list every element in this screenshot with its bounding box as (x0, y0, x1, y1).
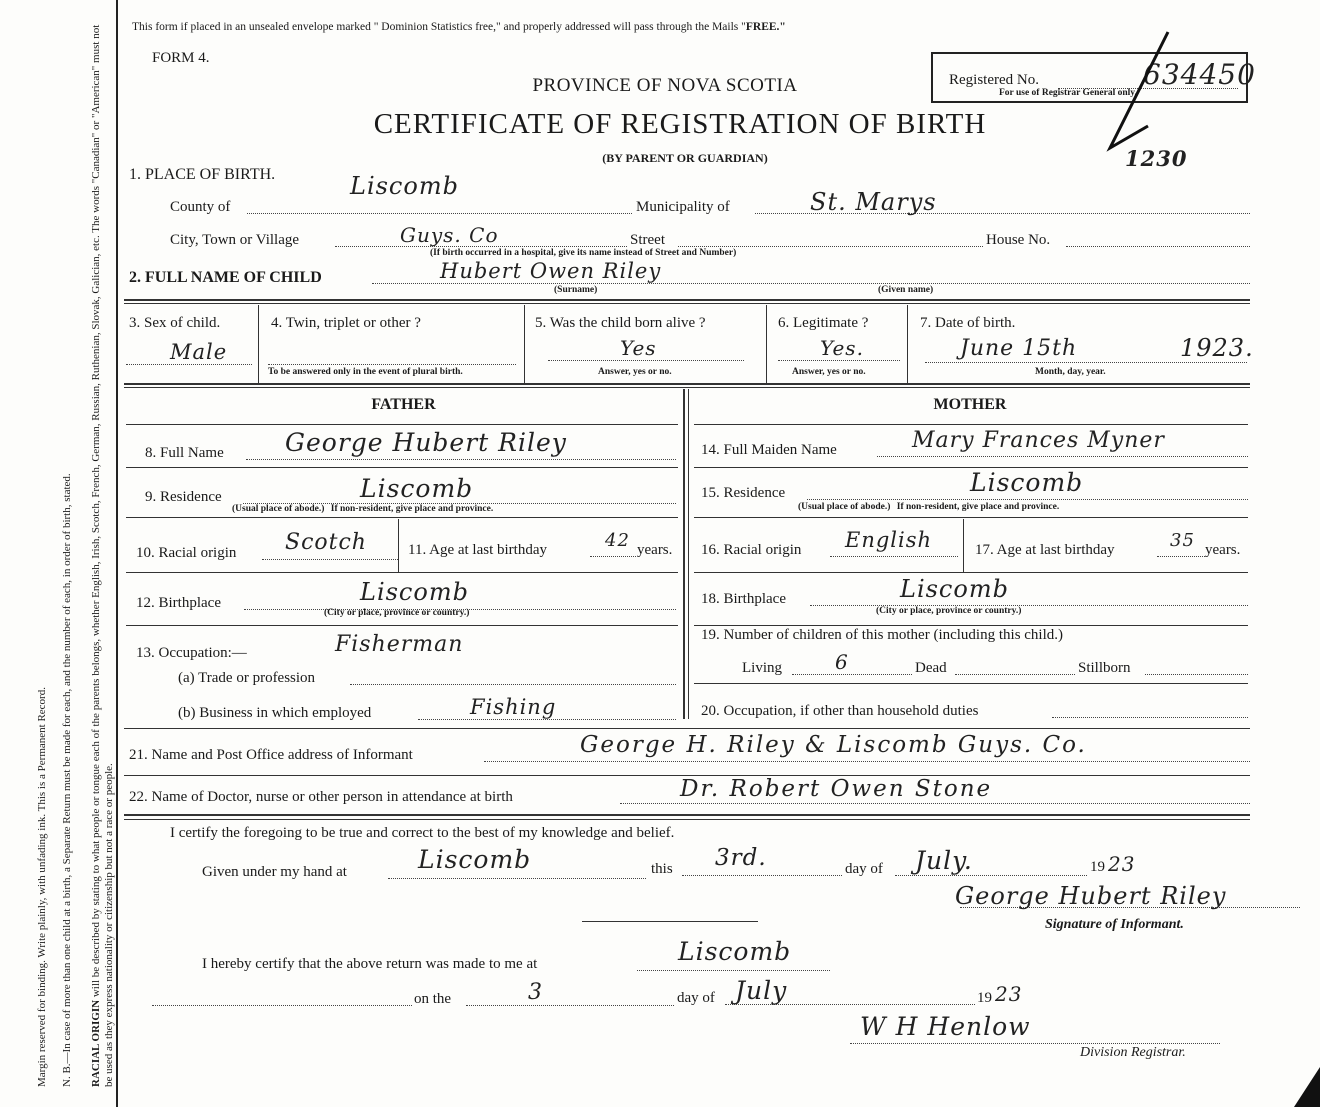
father-birthplace-value: Liscomb (360, 578, 469, 606)
registrar-on-the-label: on the (414, 991, 452, 1007)
mother-racial-value: English (845, 528, 933, 552)
mother-years-label: years. (1205, 542, 1241, 558)
registrar-year-value: 23 (995, 982, 1023, 1006)
registered-label: Registered No. (949, 72, 1039, 88)
cert-year-value: 23 (1108, 852, 1136, 876)
registrar-statement: I hereby certify that the above return was made to me at (202, 956, 538, 972)
father-racial-label: 10. Racial origin (136, 545, 237, 561)
informant-signature-caption: Signature of Informant. (1045, 917, 1184, 932)
given-name-caption: (Given name) (878, 285, 934, 295)
hospital-note: (If birth occurred in a hospital, give its name instead of Street and Number) (430, 248, 737, 258)
mother-name-label: 14. Full Maiden Name (701, 442, 837, 458)
mother-name-value: Mary Frances Myner (912, 428, 1165, 453)
alive-note: Answer, yes or no. (598, 367, 672, 377)
pen-mark (1100, 30, 1180, 160)
margin-note-multiple-births: N. B.—In case of more than one child at a birth, a Separate Return must be made for each, and the number of each, in order of birth, stated. (61, 473, 73, 1087)
sex-label: 3. Sex of child. (129, 315, 221, 331)
registered-number-box (931, 52, 1256, 103)
place-of-birth-label: 1. PLACE OF BIRTH. (129, 166, 276, 183)
father-abode-note: (Usual place of abode.) If non-resident, give place and province. (232, 504, 494, 514)
mother-abode-note: (Usual place of abode.) If non-resident, give place and province. (798, 502, 1060, 512)
legitimate-label: 6. Legitimate ? (778, 315, 869, 331)
informant-label: 21. Name and Post Office address of Informant (129, 747, 413, 763)
children-count-label: 19. Number of children of this mother (including this child.) (701, 627, 1064, 643)
cert-year-prefix: 19 (1090, 859, 1105, 875)
child-name-value: Hubert Owen Riley (440, 259, 662, 283)
alive-label: 5. Was the child born alive ? (535, 315, 706, 331)
living-label: Living (742, 660, 782, 676)
margin-sidebar (0, 0, 118, 1107)
legitimate-note: Answer, yes or no. (792, 367, 866, 377)
corner-tab (1294, 1067, 1320, 1107)
sex-value: Male (170, 340, 228, 364)
mother-heading: MOTHER (933, 396, 1007, 413)
street-label: Street (630, 232, 665, 248)
dob-note: Month, day, year. (1035, 367, 1106, 377)
registrar-day-of-label: day of (677, 990, 715, 1006)
mother-residence-label: 15. Residence (701, 485, 786, 501)
mother-birthplace-label: 18. Birthplace (701, 591, 786, 607)
legitimate-value: Yes. (820, 336, 864, 360)
registrar-place-value: Liscomb (678, 937, 792, 966)
page-subtitle: (BY PARENT OR GUARDIAN) (602, 151, 768, 165)
father-occupation-label: 13. Occupation:— (136, 645, 247, 661)
father-name-value: George Hubert Riley (285, 428, 567, 457)
mother-city-note: (City or place, province or country.) (876, 606, 1022, 616)
registrar-signature-caption: Division Registrar. (1080, 1045, 1186, 1060)
mother-birthplace-value: Liscomb (900, 575, 1009, 603)
father-occupation-value: Fisherman (335, 632, 464, 657)
father-years-label: years. (637, 542, 673, 558)
page-title: CERTIFICATE OF REGISTRATION OF BIRTH (373, 108, 987, 140)
mother-age-value: 35 (1170, 530, 1195, 551)
registered-value: 634450 (1143, 58, 1256, 91)
cert-day-value: 3rd. (715, 845, 767, 871)
given-place-value: Liscomb (418, 845, 532, 874)
registrar-day-value: 3 (528, 980, 543, 1005)
place-of-birth-value: Liscomb (350, 172, 459, 200)
trade-label: (a) Trade or profession (178, 670, 316, 686)
doctor-value: Dr. Robert Owen Stone (680, 776, 993, 802)
surname-caption: (Surname) (554, 285, 598, 295)
registered-note: For use of Registrar General only. (999, 88, 1137, 98)
stillborn-label: Stillborn (1078, 660, 1131, 676)
business-label: (b) Business in which employed (178, 705, 372, 721)
margin-note-racial-origin: RACIAL ORIGIN will be described by stating to what people or tongue each of the parents belongs, whether English, Irish, Scotch, French, German, Russian, Ruthenian, Slovak, Galician, etc. The words "Canadian" or "American" must not be used as they express nationality or citizenship but not a race or people. (90, 24, 115, 1087)
corner-number: 1230 (1125, 146, 1188, 171)
mother-occupation-label: 20. Occupation, if other than household duties (701, 703, 979, 719)
mother-racial-label: 16. Racial origin (701, 542, 802, 558)
county-label: County of (170, 199, 231, 215)
city-value: Guys. Co (400, 223, 499, 247)
this-label: this (651, 861, 673, 877)
form-number: FORM 4. (152, 50, 210, 66)
father-age-label: 11. Age at last birthday (408, 542, 547, 558)
registrar-year-prefix: 19 (977, 990, 992, 1006)
registrar-signature: W H Henlow (860, 1012, 1031, 1041)
dob-year: 1923. (1180, 334, 1254, 362)
father-residence-label: 9. Residence (145, 489, 222, 505)
twin-label: 4. Twin, triplet or other ? (271, 315, 421, 331)
city-label: City, Town or Village (170, 232, 300, 248)
living-value: 6 (835, 650, 849, 674)
business-value: Fishing (470, 695, 557, 719)
province-heading: PROVINCE OF NOVA SCOTIA (532, 75, 798, 96)
mail-notice: This form if placed in an unsealed envelope marked " Dominion Statistics free," and properly addressed will pass through the Mails "FREE." (132, 21, 786, 33)
dead-label: Dead (915, 660, 947, 676)
mother-age-label: 17. Age at last birthday (975, 542, 1115, 558)
informant-signature: George Hubert Riley (955, 882, 1227, 910)
father-birthplace-label: 12. Birthplace (136, 595, 221, 611)
father-heading: FATHER (371, 396, 436, 413)
father-residence-value: Liscomb (360, 474, 474, 503)
child-name-label: 2. FULL NAME OF CHILD (129, 269, 322, 286)
house-no-label: House No. (986, 232, 1051, 248)
cert-day-of-label: day of (845, 861, 883, 877)
municipality-label: Municipality of (636, 199, 730, 215)
certify-statement: I certify the foregoing to be true and correct to the best of my knowledge and belief. (170, 825, 675, 841)
twin-note: To be answered only in the event of plural birth. (268, 367, 463, 377)
father-city-note: (City or place, province or country.) (324, 608, 470, 618)
informant-value: George H. Riley & Liscomb Guys. Co. (580, 732, 1087, 758)
dob-value: June 15th (960, 336, 1078, 361)
doctor-label: 22. Name of Doctor, nurse or other person in attendance at birth (129, 789, 513, 805)
given-label: Given under my hand at (202, 864, 347, 880)
cert-month-value: July. (915, 846, 973, 875)
father-age-value: 42 (605, 530, 630, 551)
registrar-month-value: July (735, 976, 788, 1005)
margin-note-binding: Margin reserved for binding. Write plainly, with unfading ink. This is a Permanent Record. (36, 687, 48, 1087)
municipality-value: St. Marys (810, 188, 937, 216)
dob-label: 7. Date of birth. (920, 315, 1016, 331)
father-racial-value: Scotch (285, 530, 367, 555)
mother-residence-value: Liscomb (970, 468, 1084, 497)
alive-value: Yes (620, 336, 657, 360)
father-name-label: 8. Full Name (145, 445, 224, 461)
